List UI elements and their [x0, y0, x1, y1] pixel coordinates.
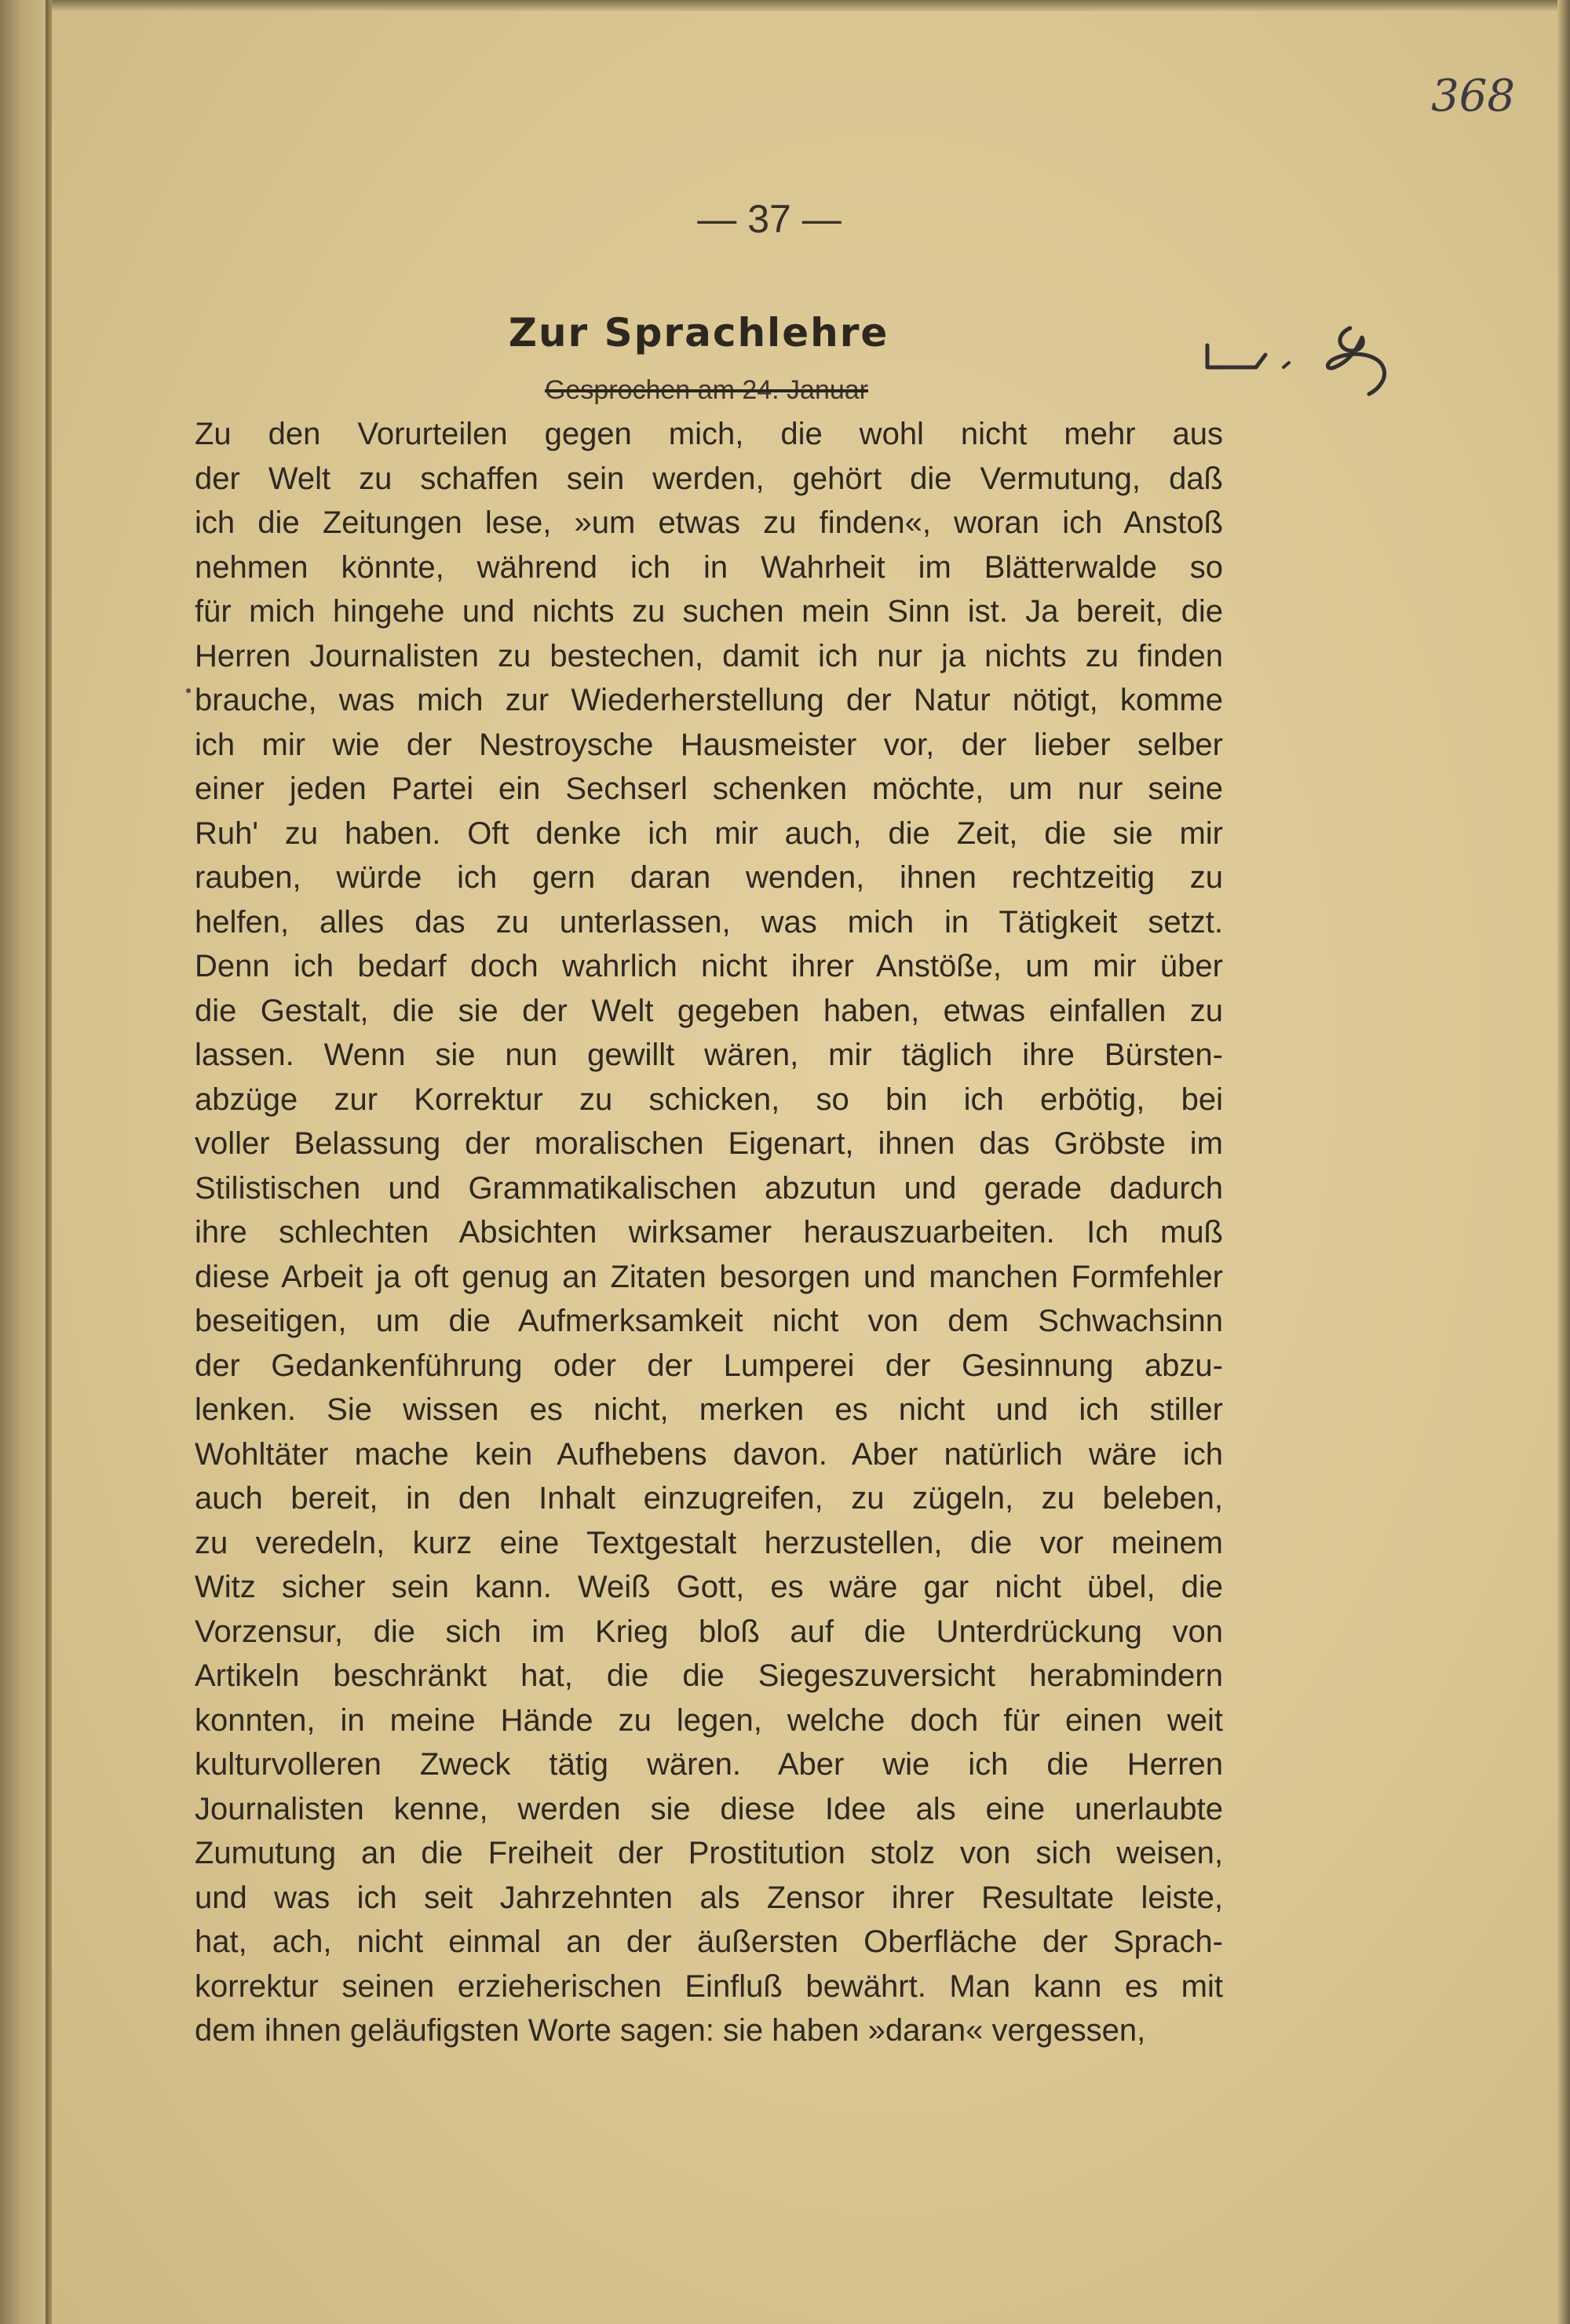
text-line: kulturvolleren Zweck tätig wären. Aber wie ich die Herren — [195, 1747, 1223, 1782]
text-line: Zu den Vorurteilen gegen mich, die wohl nicht mehr aus — [195, 417, 1223, 451]
text-line: für mich hingehe und nichts zu suchen mein Sinn ist. Ja bereit, die — [195, 594, 1223, 629]
text-line: Witz sicher sein kann. Weiß Gott, es wäre gar nicht übel, die — [195, 1570, 1223, 1604]
spine-shadow — [46, 0, 52, 2324]
text-line: Ruh' zu haben. Oft denke ich mir auch, die Zeit, die sie mir — [195, 815, 1223, 851]
text-line: dem ihnen geläufigsten Worte sagen: sie haben »daran« vergessen, — [195, 2013, 1146, 2048]
page-title: Zur Sprachlehre — [508, 310, 889, 356]
text-line: beseitigen, um die Aufmerksamkeit nicht von dem Schwachsinn — [195, 1304, 1223, 1338]
text-line: Zumutung an die Freiheit der Prostitution stolz von sich weisen, — [195, 1836, 1223, 1870]
text-line: die Gestalt, die sie der Welt gegeben haben, etwas einfallen zu — [195, 993, 1223, 1028]
text-line: helfen, alles das zu unterlassen, was mich in Tätigkeit setzt. — [195, 904, 1223, 939]
text-line: korrektur seinen erzieherischen Einfluß bewährt. Man kann es mit — [195, 1968, 1223, 2004]
text-line: rauben, würde ich gern daran wenden, ihnen rechtzeitig zu — [195, 860, 1223, 895]
text-line: Vorzensur, die sich im Krieg bloß auf die Unterdrückung von — [195, 1614, 1223, 1649]
text-line: ich die Zeitungen lese, »um etwas zu finden«, woran ich Anstoß — [195, 505, 1223, 540]
text-line: abzüge zur Korrektur zu schicken, so bin ich erbötig, bei — [195, 1082, 1223, 1117]
text-line: zu veredeln, kurz eine Textgestalt herzustellen, die vor meinem — [195, 1525, 1223, 1560]
text-line: nehmen könnte, während ich in Wahrheit im Blätterwalde so — [195, 549, 1223, 585]
page-right-edge — [1557, 0, 1570, 2324]
book-spine — [0, 0, 46, 2324]
text-line: ich mir wie der Nestroysche Hausmeister vor, der lieber selber — [195, 727, 1223, 762]
text-line: der Gedankenführung oder der Lumperei der Gesinnung abzu- — [195, 1348, 1223, 1383]
body-text — [195, 412, 1223, 2053]
text-line: Journalisten kenne, werden sie diese Idee als eine unerlaubte — [195, 1791, 1223, 1826]
text-line: und was ich seit Jahrzehnten als Zensor ihrer Resultate leiste, — [195, 1880, 1223, 1915]
handwritten-annotation-icon — [1201, 322, 1413, 400]
text-line: diese Arbeit ja oft genug an Zitaten besorgen und manchen Formfehler — [195, 1259, 1223, 1294]
text-line: Wohltäter mache kein Aufhebens davon. Aber natürlich wäre ich — [195, 1436, 1223, 1472]
margin-dot-mark — [181, 683, 196, 699]
text-line: lassen. Wenn sie nun gewillt wären, mir täglich ihre Bürsten- — [195, 1038, 1223, 1072]
text-line: brauche, was mich zur Wiederherstellung der Natur nötigt, komme — [195, 683, 1223, 717]
text-line: einer jeden Partei ein Sechserl schenken möchte, um nur seine — [195, 772, 1223, 806]
text-line: konnten, in meine Hände zu legen, welche doch für einen weit — [195, 1702, 1223, 1738]
text-line: auch bereit, in den Inhalt einzugreifen, zu zügeln, zu beleben, — [195, 1481, 1223, 1516]
handwritten-folio-number: 368 — [1431, 71, 1515, 122]
text-line: ihre schlechten Absichten wirksamer herauszuarbeiten. Ich muß — [195, 1215, 1223, 1250]
page-top-edge — [52, 0, 1570, 11]
text-line: der Welt zu schaffen sein werden, gehört die Vermutung, daß — [195, 461, 1223, 496]
text-line: Artikeln beschränkt hat, die die Siegeszuversicht herabmindern — [195, 1658, 1223, 1693]
struck-subtitle: Gesprochen am 24. Januar — [544, 375, 869, 405]
text-line: Stilistischen und Grammatikalischen abzutun und gerade dadurch — [195, 1170, 1223, 1206]
text-line: Denn ich bedarf doch wahrlich nicht ihrer Anstöße, um mir über — [195, 949, 1223, 983]
text-line: lenken. Sie wissen es nicht, merken es nicht und ich stiller — [195, 1392, 1223, 1427]
page-number: — 37 — — [697, 197, 842, 241]
text-line: Herren Journalisten zu bestechen, damit ich nur ja nichts zu finden — [195, 638, 1223, 673]
text-line: voller Belassung der moralischen Eigenart, ihnen das Gröbste im — [195, 1126, 1223, 1161]
text-line: hat, ach, nicht einmal an der äußersten Oberfläche der Sprach- — [195, 1925, 1223, 1959]
